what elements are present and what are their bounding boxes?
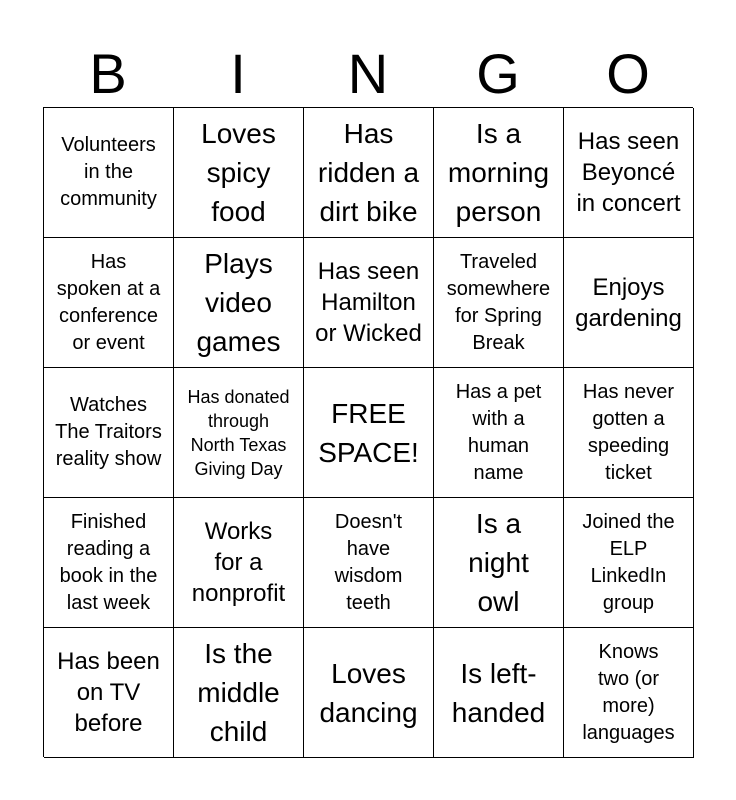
header-letter-o: O — [606, 42, 650, 105]
cell-text: Has never gotten a speeding ticket — [582, 380, 675, 484]
bingo-cell[interactable] — [174, 108, 304, 238]
header-letter-b: B — [89, 42, 127, 105]
bingo-cell[interactable] — [564, 108, 694, 238]
cell-text: Enjoys gardening — [575, 273, 682, 332]
cell-text: Has ridden a dirt bike — [317, 118, 420, 227]
bingo-cell[interactable] — [434, 498, 564, 628]
cell-text: Has been on TV before — [57, 648, 160, 737]
bingo-cell[interactable] — [564, 238, 694, 368]
bingo-cell[interactable] — [434, 108, 564, 238]
bingo-cell[interactable] — [304, 498, 434, 628]
cell-text: Is the middle child — [197, 638, 280, 747]
cell-text: Doesn't have wisdom teeth — [334, 510, 403, 614]
header-letter-n: N — [347, 42, 389, 105]
cell-text: Traveled somewhere for Spring Break — [446, 250, 551, 354]
cell-text: Has donated through North Texas Giving Day — [187, 386, 290, 479]
bingo-cell[interactable] — [434, 628, 564, 758]
bingo-cell[interactable] — [434, 368, 564, 498]
cell-text: Is a morning person — [447, 118, 550, 227]
bingo-cell[interactable] — [304, 238, 434, 368]
bingo-cell[interactable] — [44, 238, 174, 368]
cell-text: Is left- handed — [451, 657, 546, 728]
bingo-cell[interactable] — [44, 628, 174, 758]
bingo-cell[interactable] — [44, 498, 174, 628]
cell-text: Loves spicy food — [201, 118, 276, 227]
cell-text: Has a pet with a human name — [455, 380, 542, 484]
cell-text: Joined the ELP LinkedIn group — [582, 510, 675, 614]
bingo-cell[interactable] — [174, 498, 304, 628]
cell-text: Has seen Beyoncé in concert — [576, 128, 681, 217]
bingo-cell[interactable] — [304, 108, 434, 238]
bingo-header — [43, 40, 693, 108]
header-letter-i: I — [230, 42, 246, 105]
free-space-cell[interactable] — [304, 368, 434, 498]
bingo-cell[interactable] — [304, 628, 434, 758]
bingo-cell[interactable] — [44, 108, 174, 238]
cell-text: Plays video games — [196, 248, 281, 357]
bingo-cell[interactable] — [174, 368, 304, 498]
header-letter-g: G — [476, 42, 520, 105]
bingo-cell[interactable] — [174, 238, 304, 368]
cell-text: Has seen Hamilton or Wicked — [315, 258, 422, 347]
bingo-cell[interactable] — [564, 368, 694, 498]
cell-text: Is a night owl — [468, 508, 529, 617]
bingo-grid — [43, 107, 693, 757]
bingo-cell[interactable] — [174, 628, 304, 758]
cell-text: Works for a nonprofit — [191, 518, 286, 607]
cell-text: Has spoken at a conference or event — [56, 250, 161, 354]
cell-text: Knows two (or more) languages — [582, 640, 675, 744]
bingo-cell[interactable] — [564, 498, 694, 628]
cell-text: Loves dancing — [319, 657, 418, 728]
free-space-text: FREE SPACE! — [318, 397, 419, 468]
bingo-cell[interactable] — [44, 368, 174, 498]
bingo-cell[interactable] — [564, 628, 694, 758]
cell-text: Finished reading a book in the last week — [59, 510, 158, 614]
cell-text: Volunteers in the community — [60, 134, 157, 210]
bingo-cell[interactable] — [434, 238, 564, 368]
cell-text: Watches The Traitors reality show — [55, 394, 162, 470]
